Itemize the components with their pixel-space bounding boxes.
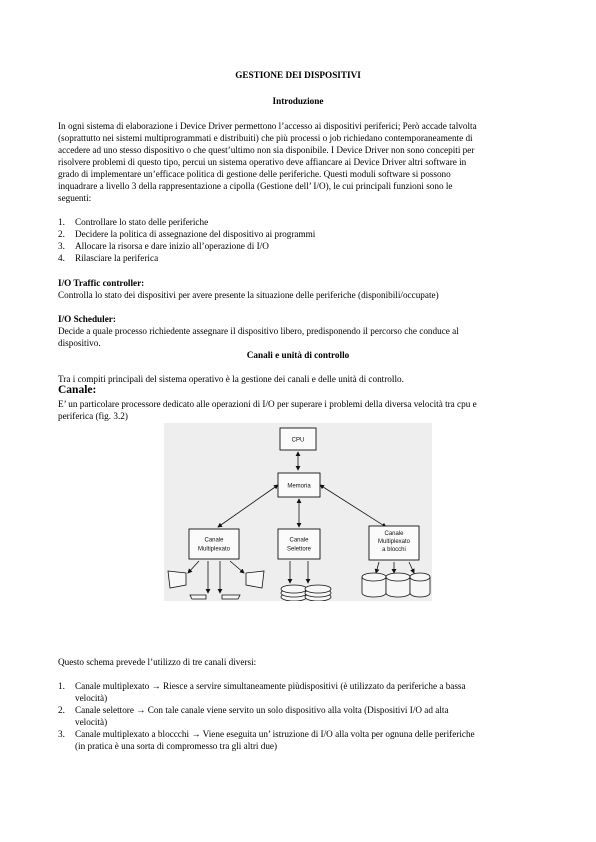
list-text: Canale multiplexato → Riesce a servire simultaneamente piùdispositivi (è utilizzato da periferiche a bassa [75,681,466,691]
document-title: GESTIONE DEI DISPOSITIVI [235,70,361,80]
list-number: 3. [58,729,65,739]
intro-line: inquadrare a livello 3 della rappresentazione a cipolla (Gestione dell’ I/O), le cui principali funzioni sono le [58,181,453,191]
channel1-label-1: Canale [204,537,224,544]
traffic-text: Controlla lo stato dei dispositivi per avere presente la situazione delle periferiche (disponibili/occupate) [58,290,439,300]
intro-line: seguenti: [58,193,92,203]
list-number: 3. [58,241,65,251]
schema-intro: Questo schema prevede l’utilizzo di tre canali diversi: [58,657,257,667]
memory-node [278,473,320,497]
list-text: Canale selettore → Con tale canale viene servito un solo dispositivo alla volta (Dispositivi I/O ad alta [75,705,449,715]
intro-line: accedere ad uno stesso dispositivo o che quest’ultimo non sia disponibile. I Device Driver non sono concepiti per [58,145,475,155]
cpu-label: CPU [291,437,305,444]
list-number: 4. [58,253,65,263]
memory-channel3-arrow [320,485,386,527]
list-number: 1. [58,681,65,691]
list-text: Canale multiplexato a bloccchi → Viene eseguita un’ istruzione di I/O alla volta per ognuna delle periferiche [75,729,475,739]
list-text: velocità) [75,693,108,703]
disk-stack-icon [305,585,331,601]
device-terminal-icon [190,595,206,599]
ch3-device-arrow [376,562,379,573]
list-text: (in pratica è una sorta di compromesso tra gli altri due) [75,741,278,751]
memory-channel1-arrow [218,485,278,527]
scheduler-line: Decide a quale processo richiedente assegnare il dispositivo libero, predisponendo il percorso che conduce al [58,326,459,336]
ch3-device-arrow [409,562,414,573]
channel-multiplexed-node [189,529,239,559]
intro-line: (soprattutto nei sistemi multiprogrammati e distribuiti) che più processi o job richiedano contemporaneamente di [58,133,473,143]
traffic-heading: I/O Traffic controller: [58,278,145,288]
list-text: Allocare la risorsa e dare inizio all’operazione di I/O [75,241,269,251]
disk-drive-icon [410,573,430,597]
channels-heading: Canali e unità di controllo [246,350,350,360]
channel-selector-node [278,529,320,559]
channel3-label-3: a blocchi [382,547,406,553]
canale-line: periferica (fig. 3.2) [58,411,128,421]
channel3-label-2: Multiplexato [377,539,411,545]
list-number: 1. [58,217,65,227]
intro-line: risolvere problemi di questo tipo, percui un sistema operativo deve affiancare ai Device Driver altri software in [58,157,467,167]
list-number: 2. [58,229,65,239]
list-number: 2. [58,705,65,715]
intro-heading: Introduzione [272,96,324,106]
device-terminal-icon [222,595,240,599]
intro-line: grado di implementare un’efficace politica di gestione delle periferiche. Questi moduli software si possono [58,169,451,179]
canale-heading: Canale: [58,384,97,396]
intro-line: In ogni sistema di elaborazione i Device Driver permettono l’accesso ai dispositivi periferici; Però accade talvolta [58,121,477,131]
channel-block-multiplexed-node [369,526,419,560]
list-text: velocità) [75,717,108,727]
channel3-label-1: Canale [384,531,404,537]
disk-drive-icon [386,573,410,597]
scheduler-heading: I/O Scheduler: [58,314,116,324]
channel2-label-2: Selettore [286,546,312,553]
channel-diagram [164,423,432,601]
disk-stack-icon [281,585,307,601]
scheduler-line: dispositivo. [58,338,101,348]
device-terminal-icon [168,571,186,588]
channel1-label-2: Multiplexato [197,546,231,553]
channel2-label-1: Canale [289,537,309,544]
list-text: Rilasciare la periferica [75,253,159,263]
canale-line: E’ un particolare processore dedicato alle operazioni di I/O per superare i problemi della diversa velocità tra cpu e [58,399,477,409]
list-text: Controllare lo stato delle periferiche [75,217,209,227]
cpu-node [280,428,316,450]
list-text: Decidere la politica di assegnazione del dispositivo ai programmi [75,229,316,239]
ch1-device-arrow [188,561,199,573]
ch1-device-arrow [230,561,244,573]
device-terminal-icon [246,571,264,588]
disk-drive-icon [362,573,386,597]
channels-intro: Tra i compiti principali del sistema operativo è la gestione dei canali e delle unità di controllo. [58,374,404,384]
memory-label: Memoria [287,483,311,490]
